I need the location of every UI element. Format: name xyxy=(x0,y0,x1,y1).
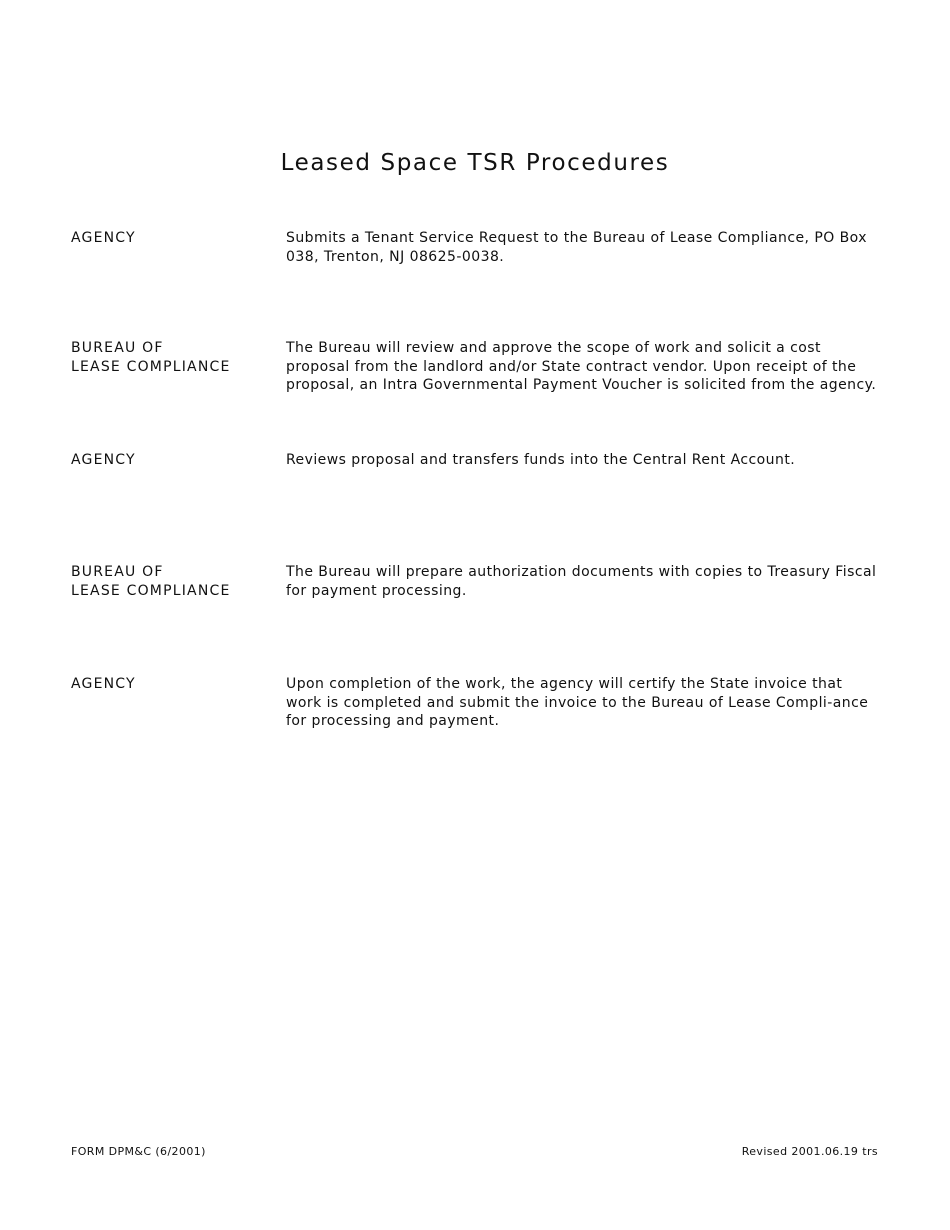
step-role xyxy=(71,229,271,248)
step-role-line: LEASE COMPLIANCE xyxy=(71,359,231,375)
step-description: Upon completion of the work, the agency will certify the State invoice that work is completed and submit the invoice to the Bureau of Lease Compli-ance for processing and payment. xyxy=(286,676,869,730)
step-description: The Bureau will prepare authorization documents with copies to Treasury Fiscal for payment processing. xyxy=(286,564,877,599)
step-role-line: BUREAU OF xyxy=(71,564,164,580)
step-role xyxy=(71,339,271,377)
step-role-line: AGENCY xyxy=(71,676,136,692)
page-title: Leased Space TSR Procedures xyxy=(280,150,670,176)
step-role xyxy=(71,675,271,694)
step-description: The Bureau will review and approve the scope of work and solicit a cost proposal from the landlord and/or State contract vendor. Upon receipt of the proposal, an Intra Governmental Payment Voucher is solicited from the agency. xyxy=(286,340,877,394)
step-role-line: AGENCY xyxy=(71,452,136,468)
step-role-line: LEASE COMPLIANCE xyxy=(71,583,231,599)
step-role-line: BUREAU OF xyxy=(71,340,164,356)
step-role xyxy=(71,451,271,470)
step-description: Submits a Tenant Service Request to the Bureau of Lease Compliance, PO Box 038, Trenton, NJ 08625-0038. xyxy=(286,230,867,265)
form-id: FORM DPM&C (6/2001) xyxy=(71,1145,206,1158)
step-role-line: AGENCY xyxy=(71,230,136,246)
revision-note: Revised 2001.06.19 trs xyxy=(741,1145,878,1158)
step-role xyxy=(71,563,271,601)
step-description: Reviews proposal and transfers funds into the Central Rent Account. xyxy=(286,452,796,468)
